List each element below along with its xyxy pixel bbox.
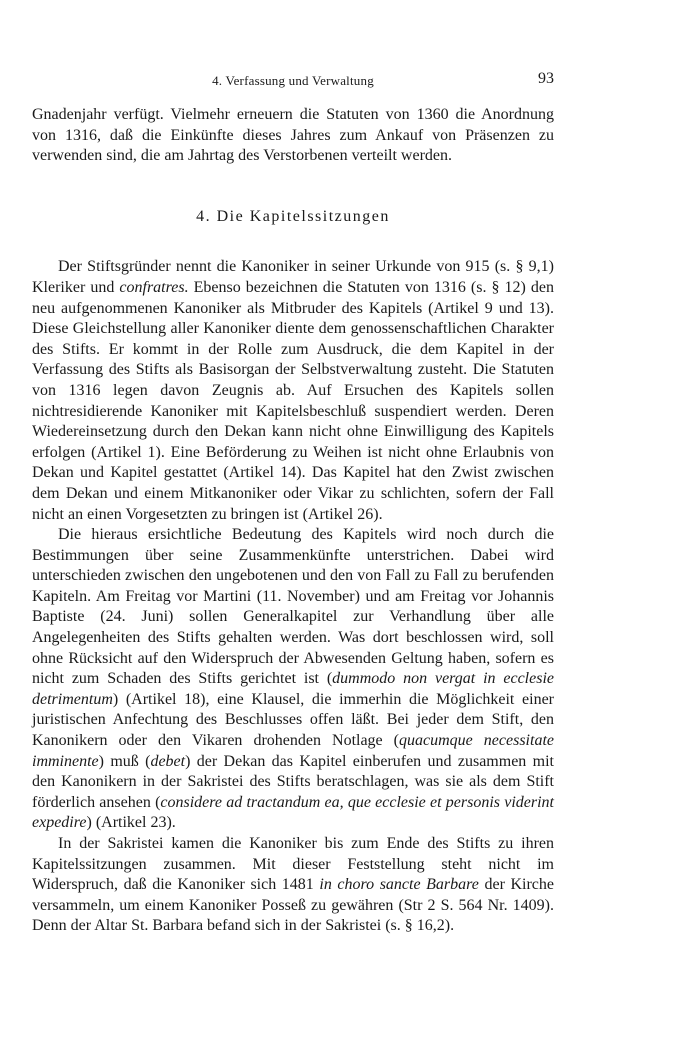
running-head (32, 70, 554, 90)
latin-term: debet (150, 752, 186, 770)
latin-term: confratres. (119, 278, 189, 296)
running-title: 4. Verfassung und Verwaltung (212, 73, 374, 88)
section-heading: 4. Die Kapitelssitzungen (196, 207, 390, 225)
paragraph-carryover: Gnadenjahr verfügt. Vielmehr erneuern die Statuten von 1360 die Anordnung von 1316, daß die Einkünfte dieses Jahres zum Ankauf von Präsenzen zu verwenden sind, die am Jahrtag des Verstorbenen verteilt werden. (32, 106, 554, 165)
latin-quote: quacumque necessitate imminente (32, 732, 554, 770)
latin-quote: in choro sancte Barbare (319, 876, 479, 894)
body-text (32, 105, 554, 937)
paragraph: In der Sakristei kamen die Kanoniker bis zum Ende des Stifts zu ihren Kapitelssitzungen zusammen. Mit dieser Feststellung steht nicht im Widerspruch, daß die Kanoniker sich 1481 in choro sancte Barbare der Kirche versammeln, um einem Kanoniker Posseß zu gewähren (Str 2 S. 564 Nr. 1409). Denn der Altar St. Barbara befand sich in der Sakristei (s. § 16,2). (32, 835, 554, 935)
paragraph: Die hieraus ersichtliche Bedeutung des Kapitels wird noch durch die Bestimmungen über seine Zusammenkünfte unterstrichen. Dabei wird unterschieden zwischen den ungebotenen und den von Fall zu Fall zu berufenden Kapiteln. Am Freitag vor Martini (11. November) und am Freitag vor Johannis Baptiste (24. Juni) sollen Generalkapitel zur Verhandlung über alle Angelegenheiten des Stifts gehalten werden. Was dort beschlossen wird, soll ohne Rücksicht auf den Widerspruch der Abwesenden Geltung haben, sofern es nicht zum Schaden des Stifts gerichtet ist (dummodo non vergat in ecclesie detrimentum) (Artikel 18), eine Klausel, die immerhin die Möglichkeit einer juristischen Anfechtung des Beschlusses offen läßt. Bei jeder dem Stift, den Kanonikern oder den Vikaren drohenden Notlage (quacumque necessitate imminente) muß (debet) der Dekan das Kapitel einberufen und zusammen mit den Kanonikern in der Sakristei des Stifts beratschlagen, was sie als dem Stift förderlich ansehen (considere ad tractandum ea, que ecclesie et personis viderint expedire) (Artikel 23). (32, 526, 555, 832)
page-number: 93 (538, 70, 554, 87)
latin-quote: dummodo non vergat in ecclesie detrimentum (32, 670, 554, 708)
latin-quote: considere ad tractandum ea, que ecclesie et personis viderint expedire (32, 793, 555, 832)
paragraph: Der Stiftsgründer nennt die Kanoniker in seiner Urkunde von 915 (s. § 9,1) Kleriker und confratres. Ebenso bezeichnen die Statuten von 1316 (s. § 12) den neu aufgenommenen Kanoniker als Mitbruder des Kapitels (Artikel 9 und 13). Diese Gleichstellung aller Kanoniker diente dem genossenschaftlichen Charakter des Stifts. Er kommt in der Rolle zum Ausdruck, die dem Kapitel in der Verfassung des Stifts als Basisorgan der Selbstverwaltung zusteht. Die Statuten von 1316 legen davon Zeugnis ab. Auf Ersuchen des Kapitels sollen nichtresidierende Kanoniker mit Kapitelsbeschluß suspendiert werden. Deren Wiedereinsetzung durch den Dekan kann nicht ohne Einwilligung des Kapitels erfolgen (Artikel 1). Eine Beförderung zu Weihen ist nicht ohne Erlaubnis von Dekan und Kapitel gestattet (Artikel 14). Das Kapitel hat den Zwist zwischen dem Dekan und einem Mitkanoniker oder Vikar zu schlichten, sofern der Fall nicht an einen Vorgesetzten zu bringen ist (Artikel 26). (32, 258, 554, 523)
